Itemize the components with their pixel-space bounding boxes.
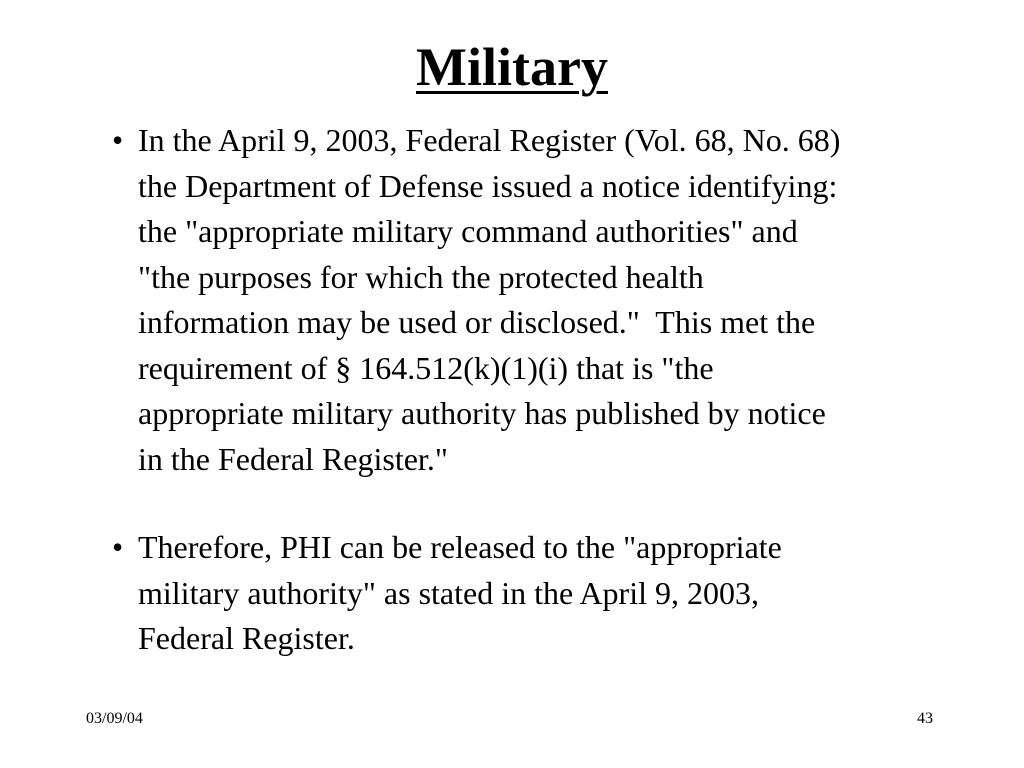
slide-title (0, 32, 1024, 102)
bullet-line: In the April 9, 2003, Federal Register (Vol. 68, No. 68) (138, 122, 841, 158)
footer-date: 03/09/04 (86, 710, 143, 727)
bullet-line: requirement of § 164.512(k)(1)(i) that is "the (138, 349, 714, 386)
bullet-line: Federal Register. (138, 620, 355, 656)
bullet-icon: • (112, 122, 124, 158)
bullet-line: appropriate military authority has published by notice (138, 395, 826, 431)
slide-title-text: Military (416, 37, 608, 97)
bullet-line: the "appropriate military command authorities" and (138, 213, 798, 249)
bullet-list (112, 118, 1017, 662)
bullet-line: military authority" as stated in the April 9, 2003, (138, 574, 759, 611)
bullet-line: "the purposes for which the protected health (138, 258, 704, 295)
bullet-item-dod-notice (112, 118, 1017, 482)
bullet-icon: • (112, 529, 124, 565)
page-number: 43 (917, 710, 933, 727)
bullet-line: Therefore, PHI can be released to the "appropriate (138, 529, 782, 565)
bullet-item-phi-release (112, 525, 1017, 662)
bullet-line: in the Federal Register." (138, 440, 448, 477)
bullet-line: information may be used or disclosed." This met the (138, 304, 816, 340)
bullet-line: the Department of Defense issued a notice identifying: (138, 167, 838, 204)
